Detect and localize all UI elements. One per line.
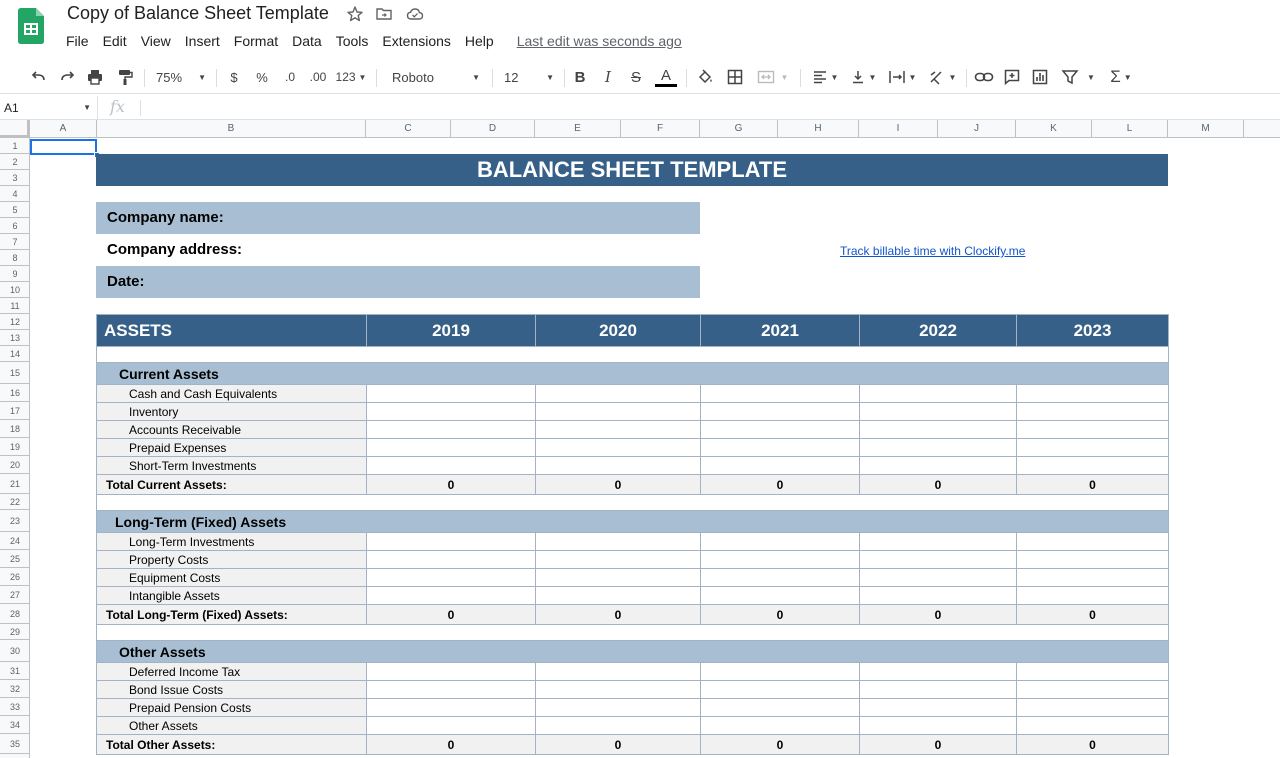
- total-value[interactable]: 0: [1017, 475, 1169, 495]
- total-label[interactable]: Total Long-Term (Fixed) Assets:: [97, 605, 367, 625]
- section-row: [97, 363, 1169, 385]
- row-header[interactable]: 15: [0, 362, 30, 384]
- row-header[interactable]: 31: [0, 662, 30, 680]
- column-header-d[interactable]: D: [451, 120, 535, 138]
- cloud-saved-icon[interactable]: [406, 5, 424, 23]
- row-header[interactable]: 21: [0, 474, 30, 494]
- item-label[interactable]: Prepaid Expenses: [97, 439, 367, 457]
- row-header[interactable]: 10: [0, 282, 30, 298]
- table-row: [97, 587, 1169, 605]
- chevron-down-icon: ▼: [948, 72, 957, 82]
- company-address-label[interactable]: Company address:: [107, 241, 243, 258]
- clockify-link[interactable]: Track billable time with Clockify.me: [840, 244, 1026, 258]
- chevron-down-icon: ▼: [908, 72, 917, 82]
- table-row: [97, 717, 1169, 735]
- table-row: [97, 421, 1169, 439]
- year-header-2022[interactable]: 2022: [860, 315, 1017, 347]
- print-icon[interactable]: [84, 66, 106, 88]
- row-header[interactable]: 9: [0, 266, 30, 282]
- item-label[interactable]: Other Assets: [97, 717, 367, 735]
- item-label[interactable]: Bond Issue Costs: [97, 681, 367, 699]
- row-header[interactable]: 13: [0, 330, 30, 346]
- item-label[interactable]: Accounts Receivable: [97, 421, 367, 439]
- section-row: [97, 511, 1169, 533]
- column-header-m[interactable]: M: [1168, 120, 1244, 138]
- row-header[interactable]: 25: [0, 550, 30, 568]
- fx-icon: fx: [110, 97, 125, 116]
- column-header-j[interactable]: J: [938, 120, 1016, 138]
- chevron-down-icon: ▼: [83, 103, 91, 112]
- zoom-select[interactable]: [150, 66, 210, 88]
- insert-link-icon[interactable]: [972, 66, 996, 88]
- row-header[interactable]: 34: [0, 716, 30, 734]
- date-label[interactable]: Date:: [96, 266, 700, 298]
- menu-file[interactable]: File: [66, 33, 89, 49]
- column-header-h[interactable]: H: [778, 120, 859, 138]
- row-header[interactable]: 4: [0, 186, 30, 202]
- menu-edit[interactable]: Edit: [102, 33, 127, 49]
- document-title[interactable]: Copy of Balance Sheet Template: [67, 3, 329, 23]
- total-row: [97, 735, 1169, 755]
- decrease-decimal-button[interactable]: .0: [284, 70, 295, 84]
- total-label[interactable]: Total Other Assets:: [97, 735, 367, 755]
- select-all-corner[interactable]: [0, 120, 30, 138]
- total-value[interactable]: 0: [1017, 605, 1169, 625]
- total-value[interactable]: 0: [860, 735, 1017, 755]
- table-row: [97, 681, 1169, 699]
- table-row: [97, 663, 1169, 681]
- row-header[interactable]: 24: [0, 532, 30, 550]
- chevron-down-icon: ▼: [1123, 72, 1132, 82]
- strikethrough-icon[interactable]: S: [630, 68, 641, 86]
- chevron-down-icon: ▼: [1087, 72, 1095, 82]
- chevron-down-icon: ▼: [546, 72, 554, 82]
- menu-bar: [59, 31, 682, 51]
- row-header[interactable]: 30: [0, 640, 30, 662]
- chevron-down-icon: ▼: [472, 72, 480, 82]
- percent-format-button[interactable]: %: [256, 69, 268, 85]
- menu-insert[interactable]: Insert: [184, 33, 220, 49]
- row-header[interactable]: 35: [0, 734, 30, 754]
- row-header[interactable]: 5: [0, 202, 30, 218]
- table-row: [97, 533, 1169, 551]
- column-header-i[interactable]: I: [859, 120, 938, 138]
- assets-header[interactable]: ASSETS: [97, 315, 367, 347]
- total-value[interactable]: 0: [536, 475, 701, 495]
- menu-format[interactable]: Format: [233, 33, 279, 49]
- menu-extensions[interactable]: Extensions: [382, 33, 451, 49]
- toolbar: [0, 60, 1280, 94]
- total-value[interactable]: 0: [860, 605, 1017, 625]
- sheets-logo-icon[interactable]: [18, 8, 44, 44]
- row-header[interactable]: 3: [0, 170, 30, 186]
- table-row: [97, 385, 1169, 403]
- font-select[interactable]: [384, 66, 484, 88]
- name-box[interactable]: [0, 96, 98, 120]
- row-header[interactable]: 17: [0, 402, 30, 420]
- filter-icon[interactable]: [1058, 66, 1098, 88]
- cell-reference: A1: [4, 101, 19, 115]
- table-row: [97, 699, 1169, 717]
- row-header[interactable]: 14: [0, 346, 30, 362]
- font-size-select[interactable]: [498, 66, 558, 88]
- undo-icon[interactable]: [28, 66, 50, 88]
- blank-row: [97, 625, 1169, 641]
- menu-tools[interactable]: Tools: [335, 33, 369, 49]
- column-header-l[interactable]: L: [1092, 120, 1168, 138]
- total-value[interactable]: 0: [367, 605, 536, 625]
- company-name-label[interactable]: Company name:: [96, 202, 700, 234]
- chevron-down-icon: ▼: [780, 72, 789, 82]
- total-label[interactable]: Total Current Assets:: [97, 475, 367, 495]
- total-value[interactable]: 0: [701, 735, 860, 755]
- item-label[interactable]: Equipment Costs: [97, 569, 367, 587]
- chevron-down-icon: ▼: [358, 72, 367, 82]
- other-assets-title[interactable]: Other Assets: [97, 641, 1169, 663]
- font-name: Roboto: [392, 69, 434, 85]
- row-headers: [0, 138, 30, 758]
- chevron-down-icon: ▼: [830, 72, 839, 82]
- item-label[interactable]: Deferred Income Tax: [97, 663, 367, 681]
- item-label[interactable]: Prepaid Pension Costs: [97, 699, 367, 717]
- menu-view[interactable]: View: [140, 33, 171, 49]
- table-row: [97, 551, 1169, 569]
- year-header-2020[interactable]: 2020: [536, 315, 701, 347]
- row-header[interactable]: 18: [0, 420, 30, 438]
- total-value[interactable]: 0: [701, 605, 860, 625]
- total-row: [97, 475, 1169, 495]
- year-header-2021[interactable]: 2021: [701, 315, 860, 347]
- item-label[interactable]: Property Costs: [97, 551, 367, 569]
- text-color-icon[interactable]: A: [654, 66, 678, 88]
- italic-icon[interactable]: I: [605, 68, 611, 86]
- total-value[interactable]: 0: [1017, 735, 1169, 755]
- row-header[interactable]: 33: [0, 698, 30, 716]
- column-header-b[interactable]: B: [97, 120, 366, 138]
- menu-data[interactable]: Data: [292, 33, 322, 49]
- row-header[interactable]: 32: [0, 680, 30, 698]
- row-header[interactable]: 29: [0, 624, 30, 640]
- fill-color-icon[interactable]: [694, 66, 716, 88]
- column-header-c[interactable]: C: [366, 120, 451, 138]
- row-header[interactable]: 20: [0, 456, 30, 474]
- selected-cell-a1[interactable]: [30, 139, 97, 155]
- last-edit-link[interactable]: Last edit was seconds ago: [516, 33, 682, 49]
- insert-comment-icon[interactable]: [1000, 66, 1024, 88]
- row-header[interactable]: 19: [0, 438, 30, 456]
- star-icon[interactable]: [346, 5, 364, 23]
- column-header-n[interactable]: [1244, 120, 1280, 138]
- row-header[interactable]: 7: [0, 234, 30, 250]
- text-wrapping-icon[interactable]: [884, 66, 920, 88]
- long-term-assets-title[interactable]: Long-Term (Fixed) Assets: [97, 511, 1169, 533]
- total-value[interactable]: 0: [367, 475, 536, 495]
- move-folder-icon[interactable]: [375, 5, 393, 23]
- row-header[interactable]: 6: [0, 218, 30, 234]
- item-label[interactable]: Inventory: [97, 403, 367, 421]
- row-header[interactable]: 28: [0, 604, 30, 624]
- currency-format-button[interactable]: $: [230, 69, 238, 85]
- borders-icon[interactable]: [724, 66, 746, 88]
- blank-row: [97, 495, 1169, 511]
- assets-table: [96, 314, 1169, 755]
- assets-header-row: [97, 315, 1169, 347]
- column-header-g[interactable]: G: [700, 120, 778, 138]
- paint-format-icon[interactable]: [114, 66, 136, 88]
- row-header[interactable]: 27: [0, 586, 30, 604]
- total-row: [97, 605, 1169, 625]
- more-formats-label: 123: [335, 70, 356, 84]
- item-label[interactable]: Cash and Cash Equivalents: [97, 385, 367, 403]
- year-header-2019[interactable]: 2019: [367, 315, 536, 347]
- column-header-e[interactable]: E: [535, 120, 621, 138]
- insert-chart-icon[interactable]: [1028, 66, 1052, 88]
- zoom-value: 75%: [156, 69, 183, 85]
- item-label[interactable]: Intangible Assets: [97, 587, 367, 605]
- row-header[interactable]: 22: [0, 494, 30, 510]
- row-header[interactable]: 8: [0, 250, 30, 266]
- column-headers: [0, 120, 1280, 138]
- row-header[interactable]: 26: [0, 568, 30, 586]
- row-header[interactable]: 16: [0, 384, 30, 402]
- blank-row: [97, 347, 1169, 363]
- table-row: [97, 569, 1169, 587]
- formula-input[interactable]: [146, 100, 1266, 116]
- sheet-banner-title[interactable]: BALANCE SHEET TEMPLATE: [96, 154, 1168, 186]
- table-row: [97, 403, 1169, 421]
- merge-cells-icon[interactable]: [752, 66, 792, 88]
- bold-icon[interactable]: B: [574, 68, 586, 86]
- item-label[interactable]: Long-Term Investments: [97, 533, 367, 551]
- row-header[interactable]: 11: [0, 298, 30, 314]
- row-header[interactable]: 1: [0, 138, 30, 154]
- chevron-down-icon: ▼: [198, 72, 206, 82]
- column-header-a[interactable]: A: [30, 120, 97, 138]
- font-size-value: 12: [504, 69, 519, 85]
- row-header[interactable]: 23: [0, 510, 30, 532]
- menu-help[interactable]: Help: [464, 33, 494, 49]
- total-value[interactable]: 0: [536, 605, 701, 625]
- increase-decimal-button[interactable]: .00: [309, 70, 327, 84]
- total-value[interactable]: 0: [701, 475, 860, 495]
- vertical-align-icon[interactable]: [846, 66, 880, 88]
- section-row: [97, 641, 1169, 663]
- spreadsheet-grid: [0, 120, 1280, 758]
- text-rotation-icon[interactable]: [924, 66, 960, 88]
- row-header[interactable]: 12: [0, 314, 30, 330]
- more-formats-button[interactable]: [334, 66, 368, 88]
- column-header-k[interactable]: K: [1016, 120, 1092, 138]
- year-header-2023[interactable]: 2023: [1017, 315, 1169, 347]
- table-row: [97, 457, 1169, 475]
- table-row: [97, 439, 1169, 457]
- functions-icon[interactable]: Σ ▼: [1110, 67, 1132, 86]
- total-value[interactable]: 0: [536, 735, 701, 755]
- total-value[interactable]: 0: [860, 475, 1017, 495]
- item-label[interactable]: Short-Term Investments: [97, 457, 367, 475]
- current-assets-title[interactable]: Current Assets: [97, 363, 1169, 385]
- horizontal-align-icon[interactable]: [808, 66, 842, 88]
- row-header[interactable]: 2: [0, 154, 30, 170]
- formula-bar: [0, 96, 1280, 120]
- chevron-down-icon: ▼: [868, 72, 877, 82]
- total-value[interactable]: 0: [367, 735, 536, 755]
- column-header-f[interactable]: F: [621, 120, 700, 138]
- app-header: [0, 0, 1280, 60]
- redo-icon[interactable]: [56, 66, 78, 88]
